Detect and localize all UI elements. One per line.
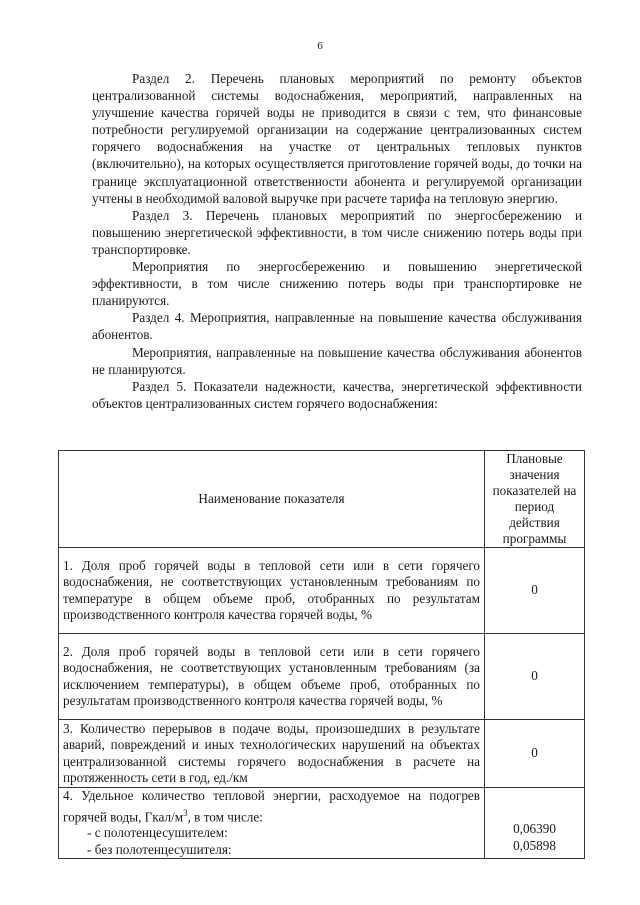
indicators-table	[58, 450, 585, 859]
table-row	[59, 720, 585, 788]
section-4-heading: Раздел 4. Мероприятия, направленные на повышение качества обслуживания абонентов.	[92, 310, 582, 343]
indicator-4-name	[59, 788, 485, 859]
indicator-4-prefix: 4. Удельное количество тепловой энергии, расходуемое на подогрев горячей воды, Гкал/м	[63, 788, 480, 824]
body-text	[92, 70, 582, 412]
section-4-text: Мероприятия, направленные на повышение качества обслуживания абонентов не планируются.	[92, 344, 582, 377]
indicator-1-name: 1. Доля проб горячей воды в тепловой сети или в сети горячего водоснабжения, не соответствующих установленным требованиям по температуре в общем объеме проб, отобранных по результатам производственного контроля качества горячей воды, %	[59, 548, 485, 634]
table-row	[59, 788, 585, 859]
indicator-4-suffix: , в том числе:	[187, 808, 263, 824]
indicator-4-values	[485, 788, 585, 859]
indicator-4-sup: 3	[183, 807, 188, 818]
section-2-paragraph: Раздел 2. Перечень плановых мероприятий по ремонту объектов централизованной системы водоснабжения, мероприятий, направленных на улучшение качества горячей воды не приводится в связи с тем, что финансовые потребности регулируемой организации на содержание централизованных систем горячего водоснабжения на участке от центральных тепловых пунктов (включительно), на которых осуществляется приготовление горячей воды, до точки на границе эксплуатационной ответственности абонента и регулируемой организации учтены в необходимой валовой выручке при расчете тарифа на тепловую энергию.	[92, 71, 582, 206]
header-planned-values: Плановые значения показателей на период действия программы	[485, 451, 585, 548]
indicator-4-sub1-label: - с полотенцесушителем:	[87, 825, 228, 841]
indicator-4-sub2-value: 0,05898	[513, 837, 556, 853]
indicator-2-name: 2. Доля проб горячей воды в тепловой сети или в сети горячего водоснабжения, не соответствующих установленным требованиям (за исключением температуры), в общем объеме проб, отобранных по результатам производственного контроля качества горячей воды, %	[59, 634, 485, 720]
indicator-3-value: 0	[485, 720, 585, 788]
indicator-4-sub2-label: - без полотенцесушителя:	[87, 841, 232, 857]
table-row	[59, 548, 585, 634]
section-3-heading: Раздел 3. Перечень плановых мероприятий по энергосбережению и повышению энергетической эффективности, в том числе снижению потерь воды при транспортировке.	[92, 207, 582, 257]
indicator-1-value: 0	[485, 548, 585, 634]
indicator-4-sub1-value: 0,06390	[513, 821, 556, 836]
page-number: 6	[317, 40, 323, 52]
section-5-heading: Раздел 5. Показатели надежности, качества, энергетической эффективности объектов централизованных систем горячего водоснабжения:	[92, 378, 582, 411]
table-row	[59, 634, 585, 720]
section-3-text: Мероприятия по энергосбережению и повышению энергетической эффективности, в том числе снижению потерь воды при транспортировке не планируются.	[92, 259, 582, 309]
header-indicator-name: Наименование показателя	[59, 451, 485, 548]
indicator-3-name: 3. Количество перерывов в подаче воды, произошедших в результате аварий, повреждений и иных технологических нарушений на объектах централизованной системы горячего водоснабжения в расчете на протяженность сети в год, ед./км	[59, 720, 485, 788]
indicator-2-value: 0	[485, 634, 585, 720]
table-header-row	[59, 451, 585, 548]
